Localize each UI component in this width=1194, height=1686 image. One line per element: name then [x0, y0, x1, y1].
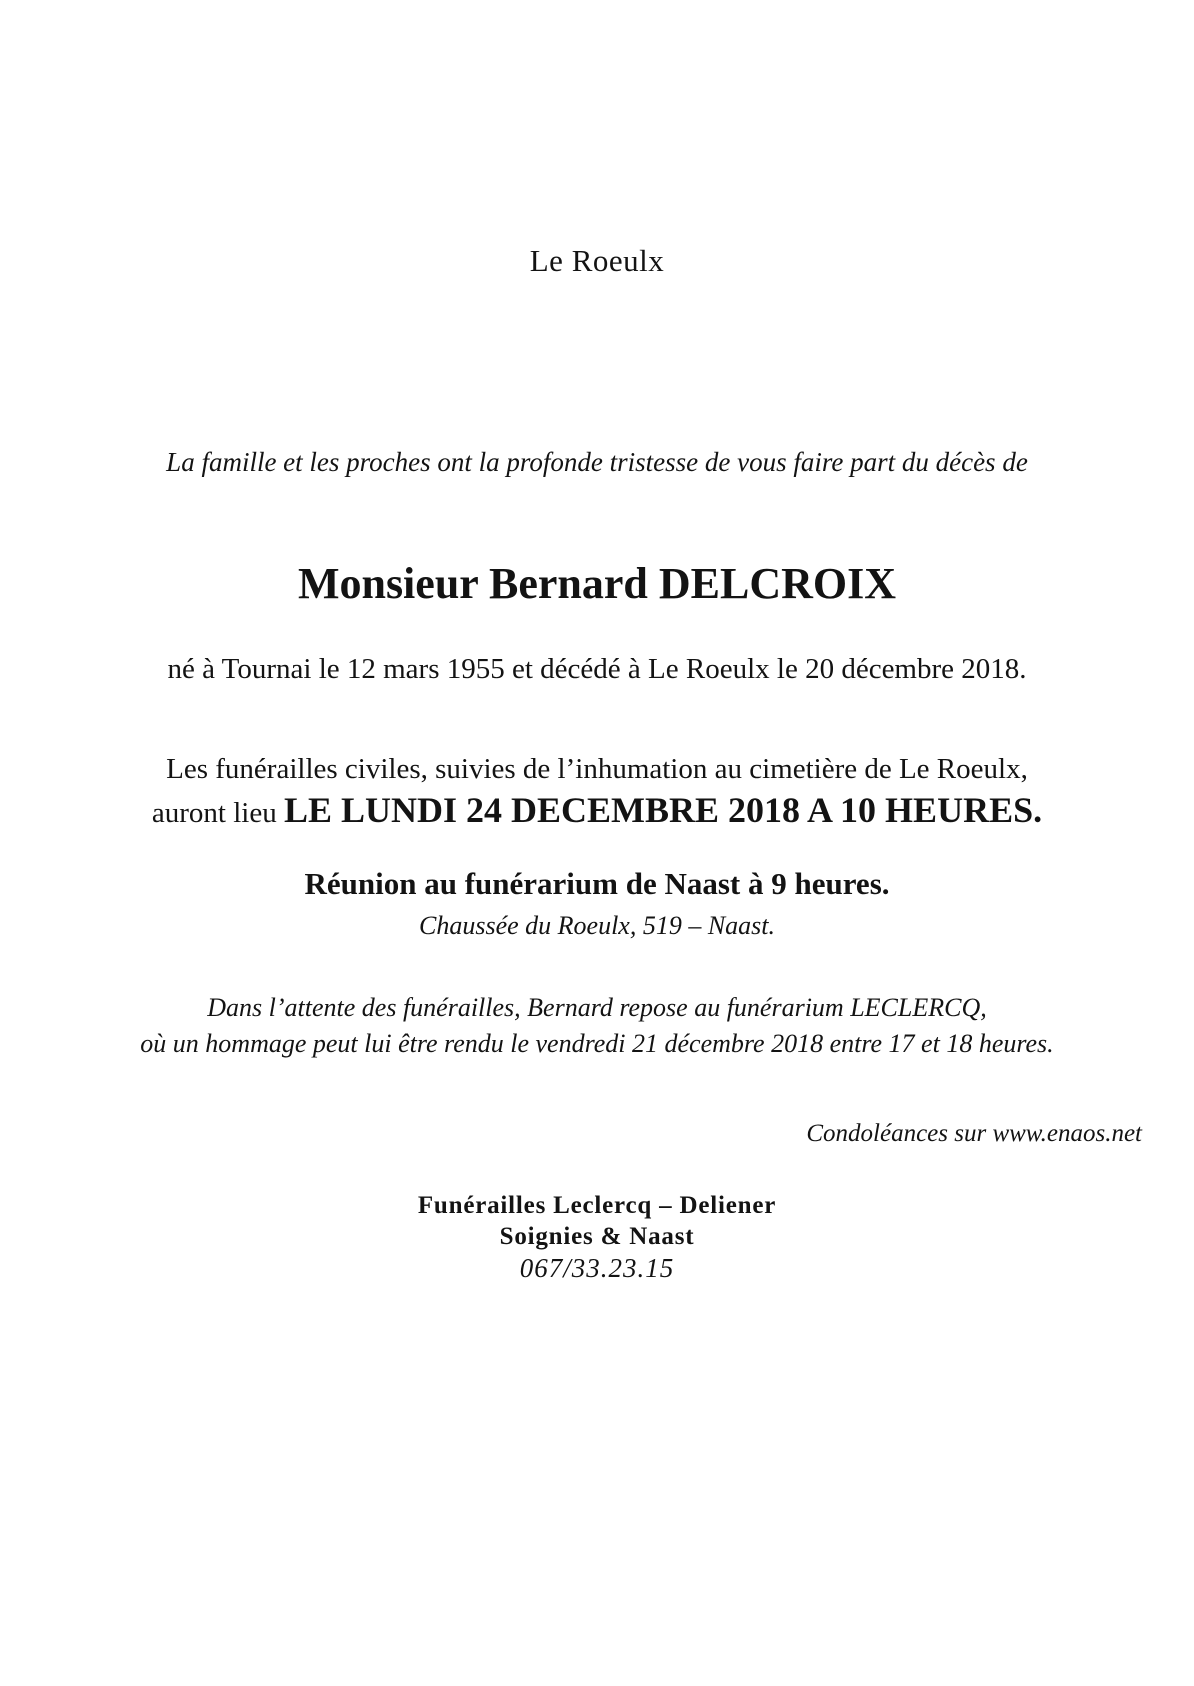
funeral-date-prefix: auront lieu	[151, 797, 284, 829]
funeral-home-name: Funérailles Leclercq – Deliener	[417, 1192, 777, 1219]
meeting-address: Chaussée du Roeulx, 519 – Naast.	[418, 911, 776, 940]
city-heading: Le Roeulx	[529, 243, 665, 278]
funeral-date-emphasis: LE LUNDI 24 DECEMBRE 2018 A 10 HEURES.	[283, 790, 1043, 830]
funeral-home-phone: 067/33.23.15	[519, 1253, 675, 1283]
funeral-home-locations: Soignies & Naast	[499, 1223, 695, 1250]
funeral-details-line1: Les funérailles civiles, suivies de l’inhumation au cimetière de Le Roeulx,	[166, 753, 1028, 785]
funeral-details-line2	[0, 789, 1194, 831]
meeting-line: Réunion au funérarium de Naast à 9 heures.	[304, 866, 890, 901]
birth-death-line: né à Tournai le 12 mars 1955 et décédé à Le Roeulx le 20 décembre 2018.	[167, 653, 1027, 685]
announcement-intro: La famille et les proches ont la profonde tristesse de vous faire part du décès de	[166, 447, 1028, 477]
condolences-link-line: Condoléances sur www.enaos.net	[806, 1120, 1142, 1147]
deceased-name: Monsieur Bernard DELCROIX	[297, 559, 897, 608]
repose-line1: Dans l’attente des funérailles, Bernard repose au funérarium LECLERCQ,	[207, 993, 987, 1022]
repose-line2: où un hommage peut lui être rendu le vendredi 21 décembre 2018 entre 17 et 18 heures.	[140, 1029, 1054, 1058]
